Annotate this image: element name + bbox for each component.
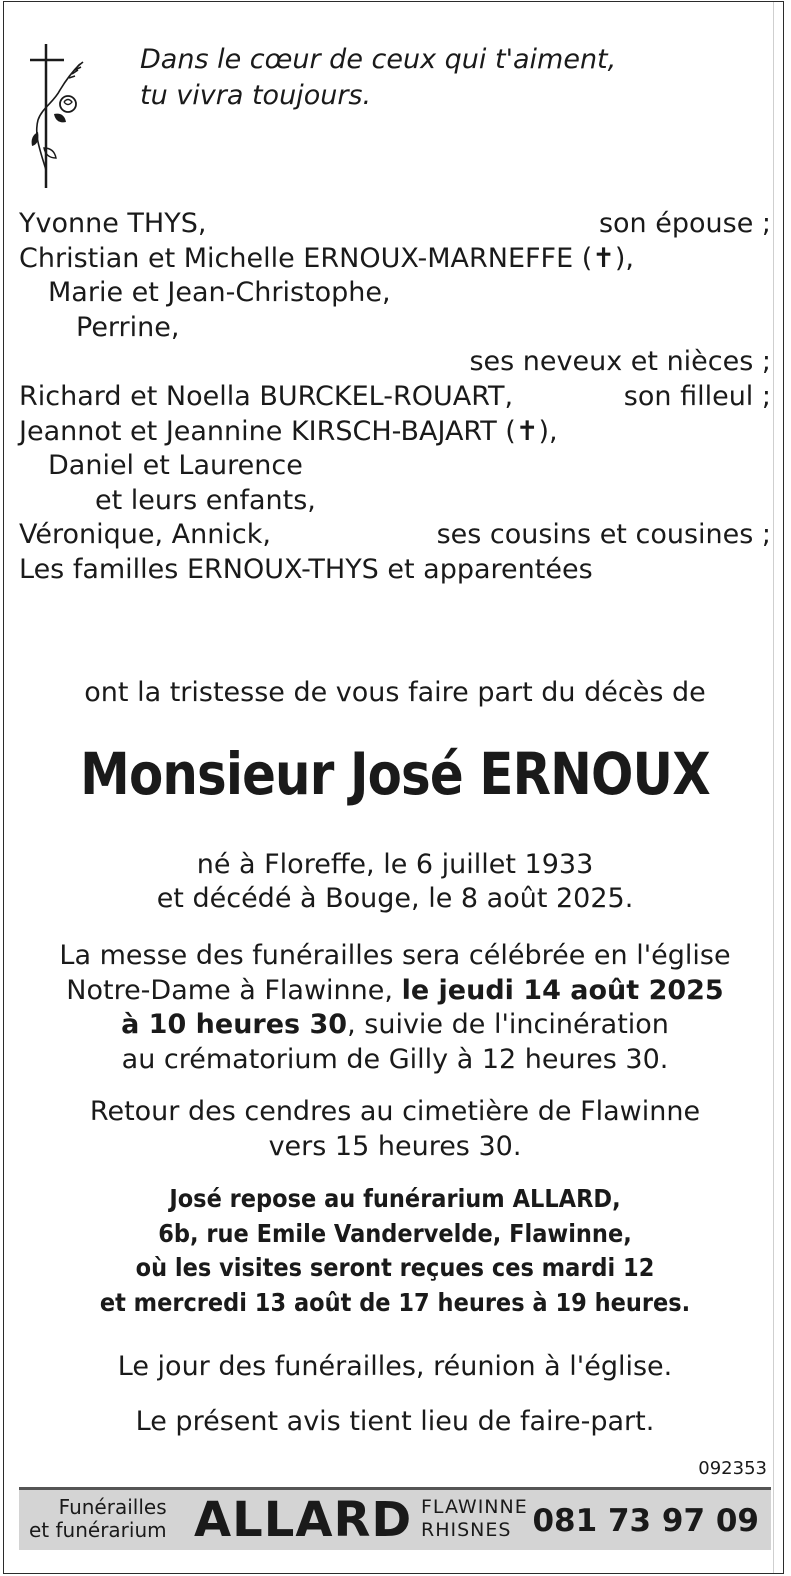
family-relation: ses neveux et nièces ; (469, 346, 771, 378)
gathering-note: Le jour des funérailles, réunion à l'église. (117, 1351, 673, 1382)
birth-line: né à Floreffe, le 6 juillet 1933 (196, 849, 594, 880)
funeral-home-banner (19, 1487, 771, 1550)
ceremony-line: La messe des funérailles sera célébrée en l'église (59, 940, 731, 971)
epitaph-line: tu vivra toujours. (140, 80, 372, 111)
obituary-notice (3, 1, 784, 1574)
services-line: Funérailles (58, 1495, 167, 1519)
family-relation: ses cousins et cousines ; (436, 519, 771, 551)
funeral-home-cities (421, 1496, 528, 1542)
visitation-info (57, 1182, 734, 1320)
deceased-name: Monsieur José ERNOUX (80, 740, 710, 808)
funeral-home-brand: ALLARD (194, 1492, 413, 1548)
right-border-bar (773, 2, 783, 1573)
birth-death-dates (19, 848, 771, 916)
visit-line: 6b, rue Emile Vandervelde, Flawinne, (158, 1218, 632, 1248)
family-row (19, 518, 771, 553)
ceremony-line: au crématorium de Gilly à 12 heures 30. (121, 1043, 669, 1075)
announcement: ont la tristesse de vous faire part du décès de (84, 677, 706, 708)
family-name: Les familles ERNOUX-THYS et apparentées (19, 553, 593, 585)
family-name: Jeannot et Jeannine KIRSCH-BAJART (✝), (19, 415, 558, 447)
family-name: Marie et Jean-Christophe, (48, 277, 391, 309)
ashes-info (19, 1095, 771, 1164)
visit-line: où les visites seront reçues ces mardi 12 (135, 1253, 655, 1282)
family-row (19, 484, 771, 519)
family-relation: son filleul ; (623, 380, 771, 412)
epitaph-line: Dans le cœur de ceux qui t'aiment, (140, 44, 617, 75)
ceremony-line (19, 1008, 771, 1043)
family-row (19, 553, 771, 588)
visit-line: et mercredi 13 août de 17 heures à 19 heures. (99, 1287, 691, 1317)
ashes-line: vers 15 heures 30. (268, 1130, 522, 1162)
city-name: FLAWINNE (421, 1496, 528, 1518)
services-line: et funérarium (29, 1518, 167, 1542)
city-name: RHISNES (421, 1519, 512, 1541)
epitaph (140, 42, 616, 114)
family-row (19, 207, 771, 242)
family-relation: son épouse ; (598, 208, 771, 239)
funeral-home-services (29, 1496, 167, 1542)
family-name: Véronique, Annick, (19, 519, 271, 551)
family-row (19, 311, 771, 346)
ceremony-time: à 10 heures 30 (121, 1009, 348, 1040)
family-name: Perrine, (76, 311, 180, 343)
visit-line: José repose au funérarium ALLARD, (169, 1184, 621, 1213)
cross-with-rose-icon (20, 40, 90, 190)
ceremony-place: Notre-Dame à Flawinne, (66, 974, 402, 1006)
family-row (19, 242, 771, 277)
ceremony-line (19, 974, 771, 1009)
tient-lieu-note: Le présent avis tient lieu de faire-part. (135, 1406, 655, 1437)
family-name: Daniel et Laurence (48, 450, 303, 482)
death-line: et décédé à Bouge, le 8 août 2025. (156, 883, 634, 914)
family-name: Christian et Michelle ERNOUX-MARNEFFE (✝), (19, 242, 634, 274)
ceremony-info (19, 939, 771, 1077)
ceremony-date: le jeudi 14 août 2025 (401, 974, 724, 1006)
family-row (19, 345, 771, 380)
ashes-line: Retour des cendres au cimetière de Flawinne (89, 1096, 701, 1127)
family-name: et leurs enfants, (95, 484, 316, 516)
family-name: Richard et Noella BURCKEL-ROUART, (19, 380, 514, 412)
ceremony-followup: , suivie de l'incinération (347, 1009, 669, 1040)
family-row (19, 415, 771, 450)
family-row (19, 380, 771, 415)
reference-number: 092353 (698, 1458, 767, 1479)
family-list (19, 207, 771, 588)
funeral-home-phone: 081 73 97 09 (532, 1503, 759, 1539)
family-row (19, 276, 771, 311)
family-name: Yvonne THYS, (19, 208, 207, 239)
family-row (19, 449, 771, 484)
